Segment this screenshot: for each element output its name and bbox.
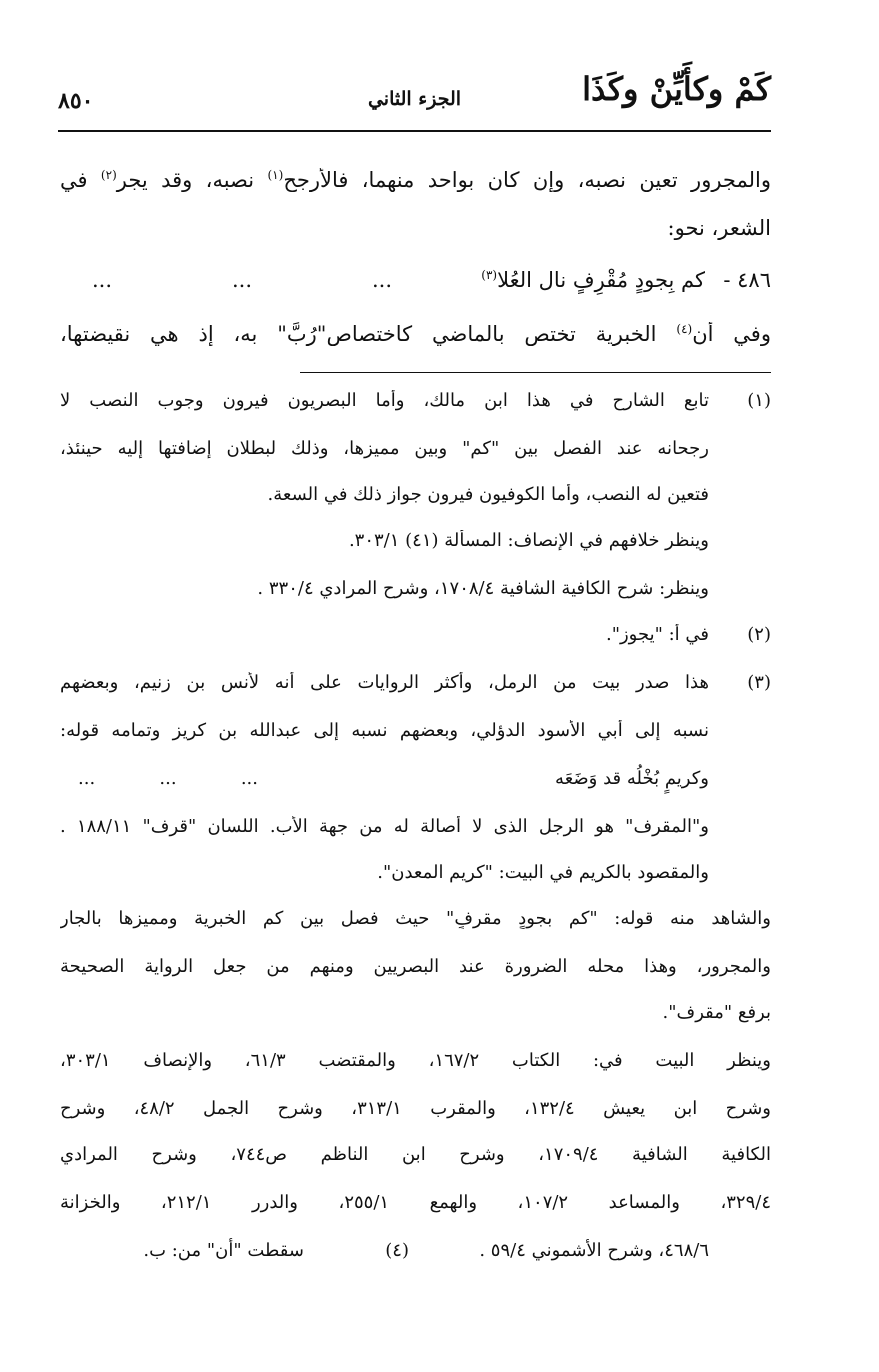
footnote-line: ٣٢٩/٤، والمساعد ١٠٧/٢، والهمع ٢٥٥/١، والدرر ٢١٢/١، والخزانة: [60, 1192, 771, 1213]
footnote-line: والمجرور، وهذا محله الضرورة عند البصريين ومنهم من جعل الرواية الصحيحة: [60, 956, 771, 977]
chapter-title: كَمْ وكأَيِّنْ وكَذَا: [582, 70, 771, 108]
footnote-line: وشرح ابن يعيش ١٣٢/٤، والمقرب ٣١٣/١، وشرح الجمل ٤٨/٢، وشرح: [60, 1098, 771, 1119]
footnote-line: برفع "مقرف".: [662, 1002, 771, 1023]
verse-ellipsis: [92, 268, 392, 292]
footnote-line: والمقصود بالكريم في البيت: "كريم المعدن".: [377, 862, 709, 883]
footnote-line: رجحانه عند الفصل بين "كم" وبين مميزها، وذلك لبطلان إضافتها إليه حينئذ،: [60, 438, 709, 459]
verse-number: ٤٨٦ -: [723, 268, 771, 292]
footnote-ref: (٣): [481, 268, 498, 282]
ellipsis: ...: [78, 768, 96, 789]
main-text-line: وفي أن$^{(٤)}$ الخبرية تختص بالماضي كاختصاص"رُبَّ" به، إذ هي نقيضتها،: [60, 322, 771, 346]
footnote-ref: (٢): [100, 168, 117, 182]
footnote-line: فتعين له النصب، وأما الكوفيون فيرون جواز ذلك في السعة.: [267, 484, 709, 505]
footnote-line: و"المقرف" هو الرجل الذى لا أصالة له من جهة الأب. اللسان "قرف" ١٨٨/١١ .: [60, 816, 709, 837]
footnote-line: والشاهد منه قوله: "كم بجودٍ مقرفٍ" حيث فصل بين كم الخبرية ومميزها بالجار: [60, 908, 771, 929]
footnote-line: الكافية الشافية ١٧٠٩/٤، وشرح ابن الناظم ص٧٤٤، وشرح المرادي: [60, 1144, 771, 1165]
ellipsis: ...: [159, 768, 177, 789]
footnote-line: هذا صدر بيت من الرمل، وأكثر الروايات على أنه لأنس بن زنيم، وبعضهم: [60, 672, 709, 693]
verse-ellipsis: [78, 768, 258, 789]
verse-text: كم بِجودٍ مُقْرِفٍ نال العُلا$^{(٣)}$: [481, 268, 705, 292]
footnote-line: تابع الشارح في هذا ابن مالك، وأما البصريون فيرون وجوب النصب لا: [60, 390, 709, 411]
ellipsis: ...: [92, 268, 113, 292]
ellipsis: ...: [371, 268, 392, 292]
footnote-marker: (١): [747, 390, 771, 411]
footnote-line: نسبه إلى أبي الأسود الدؤلي، وبعضهم نسبه إلى عبدالله بن كريز وتمامه قوله:: [60, 720, 709, 741]
footnote-line: في أ: "يجوز".: [605, 624, 709, 645]
footnote-marker: (٢): [747, 624, 771, 645]
footnote-line: سقطت "أن" من: ب.: [143, 1240, 304, 1261]
footnote-marker: (٤): [385, 1240, 409, 1261]
main-text-line: الشعر، نحو:: [667, 216, 771, 240]
footnote-separator: [300, 372, 771, 373]
footnote-line: وينظر البيت في: الكتاب ١٦٧/٢، والمقتضب ٦١/٣، والإنصاف ٣٠٣/١،: [60, 1050, 771, 1071]
ellipsis: ...: [240, 768, 258, 789]
volume-label: الجزء الثاني: [367, 88, 462, 110]
verse-second-half: وكريمٍ بُخْلُه قد وَضَعَه: [555, 768, 709, 789]
header-rule: [58, 130, 771, 132]
footnote-line: وينظر خلافهم في الإنصاف: المسألة (٤١) ٣٠٣/١.: [348, 530, 709, 551]
page-number: ٨٥٠: [58, 88, 94, 114]
footnote-ref: (١): [267, 168, 284, 182]
footnote-marker: (٣): [747, 672, 771, 693]
running-header: [58, 62, 771, 124]
footnote-ref: (٤): [676, 322, 693, 336]
footnote-line: ٤٦٨/٦، وشرح الأشموني ٥٩/٤ .: [479, 1240, 709, 1261]
ellipsis: ...: [231, 268, 253, 292]
main-text-line: والمجرور تعين نصبه، وإن كان بواحد منهما، فالأرجح$^{(١)}$ نصبه، وقد يجر$^{(٢)}$ في: [60, 168, 771, 192]
footnote-line: وينظر: شرح الكافية الشافية ١٧٠٨/٤، وشرح المرادي ٣٣٠/٤ .: [257, 578, 709, 599]
